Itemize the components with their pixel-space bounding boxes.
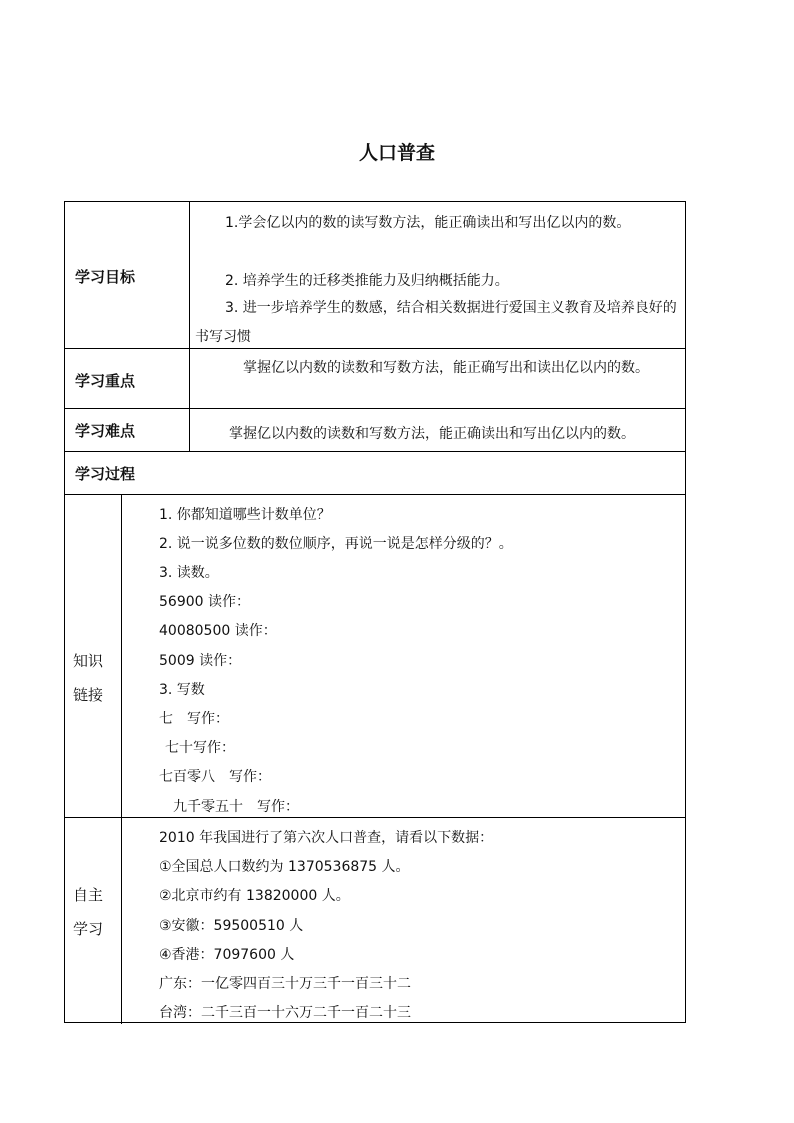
key-points-label: 学习重点	[75, 372, 136, 390]
self-study-label	[73, 878, 103, 946]
difficulties-label: 学习难点	[75, 422, 136, 440]
row-divider	[65, 494, 685, 495]
self-study-line: ④香港：7097600 人	[159, 947, 295, 963]
self-study-line: 2010 年我国进行了第六次人口普查，请看以下数据：	[159, 830, 494, 846]
knowledge-line: 40080500 读作：	[159, 623, 277, 639]
self-study-line: ③安徽：59500510 人	[159, 918, 304, 934]
row-divider	[65, 408, 685, 409]
difficulties-text: 掌握亿以内数的读数和写数方法，能正确读出和写出亿以内的数。	[229, 426, 635, 442]
knowledge-label-line: 知识	[73, 652, 104, 670]
knowledge-line: 3. 写数	[159, 682, 205, 698]
self-study-label-line: 学习	[73, 920, 104, 938]
self-study-label-line: 自主	[73, 886, 104, 904]
row-divider	[65, 451, 685, 452]
knowledge-line: 七 写作：	[159, 711, 229, 727]
lesson-table	[64, 201, 686, 1023]
knowledge-label-line: 链接	[73, 686, 104, 704]
goal-item: 2. 培养学生的迁移类推能力及归纳概括能力。	[225, 273, 509, 289]
self-study-line: ①全国总人口数约为 1370536875 人。	[159, 859, 410, 875]
column-divider	[121, 494, 122, 1024]
knowledge-line: 九千零五十 写作：	[173, 799, 299, 815]
knowledge-line: 1. 你都知道哪些计数单位？	[159, 507, 331, 523]
goal-item: 3. 进一步培养学生的数感，结合相关数据进行爱国主义教育及培养良好的书写习惯	[195, 300, 677, 345]
self-study-line: ②北京市约有 13820000 人。	[159, 888, 350, 904]
knowledge-line: 七百零八 写作：	[159, 769, 271, 785]
goal-item: 1.学会亿以内的数的读写数方法，能正确读出和写出亿以内的数。	[225, 215, 631, 231]
knowledge-line: 56900 读作：	[159, 594, 250, 610]
column-divider	[189, 202, 190, 451]
goals-label: 学习目标	[75, 268, 136, 286]
process-label: 学习过程	[75, 465, 136, 483]
knowledge-line: 5009 读作：	[159, 653, 242, 669]
self-study-line: 台湾：二千三百一十六万二千一百二十三	[159, 1005, 411, 1021]
knowledge-line: 2. 说一说多位数的数位顺序，再说一说是怎样分级的？。	[159, 536, 513, 552]
knowledge-label	[73, 644, 103, 712]
knowledge-line: 3. 读数。	[159, 565, 219, 581]
page-title: 人口普查	[358, 142, 435, 164]
self-study-line: 广东：一亿零四百三十万三千一百三十二	[159, 976, 411, 992]
key-points-text: 掌握亿以内数的读数和写数方法，能正确写出和读出亿以内的数。	[243, 360, 649, 376]
row-divider	[65, 817, 685, 818]
knowledge-line: 七十写作：	[165, 740, 235, 756]
